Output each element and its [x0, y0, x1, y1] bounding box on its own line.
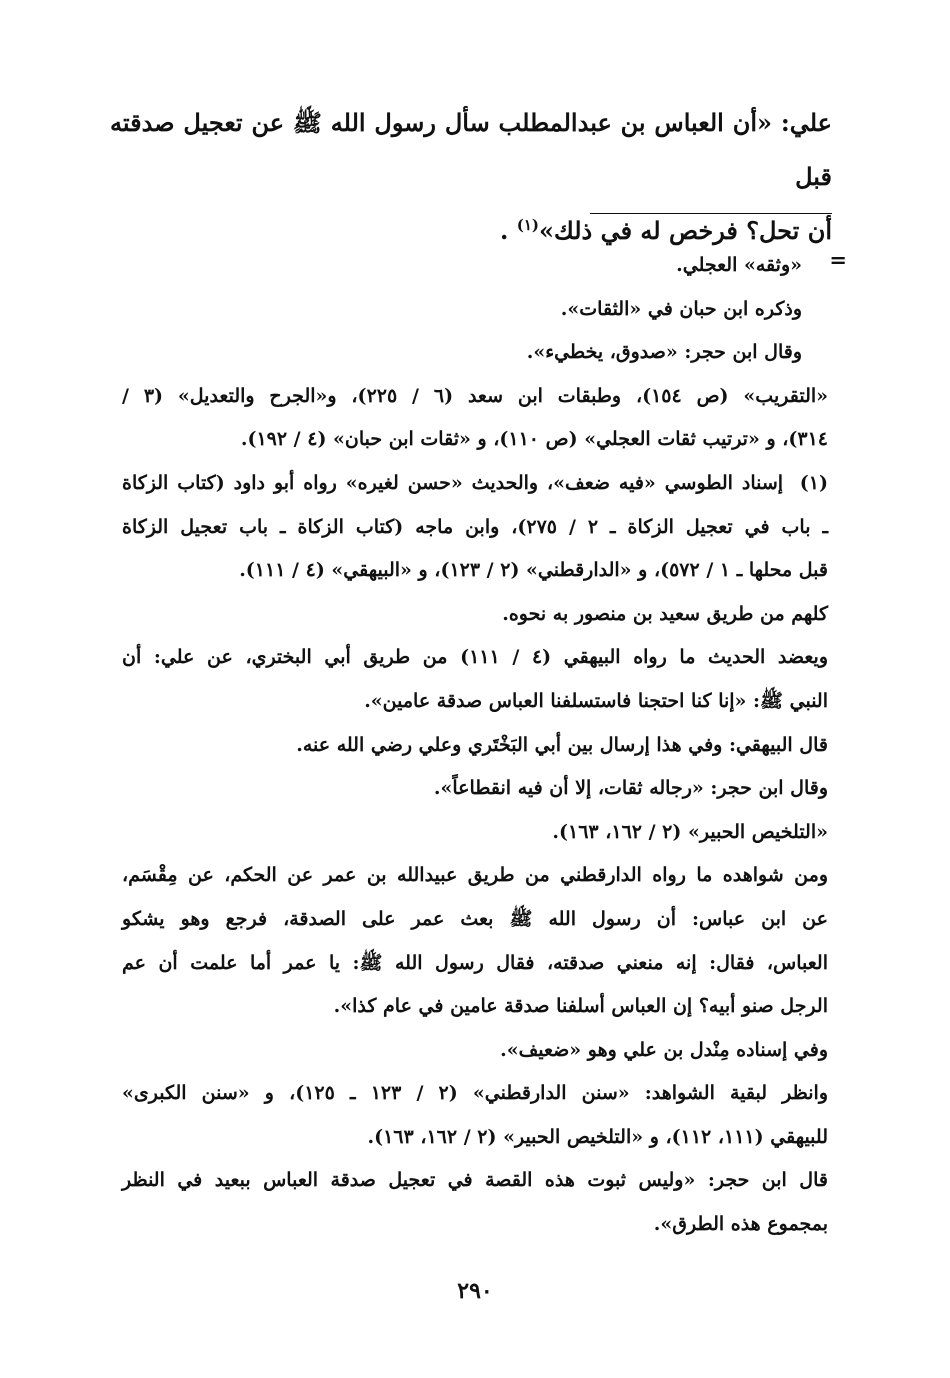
footnote-line-18: الرجل صنو أبيه؟ إن العباس أسلفنا صدقة عامين في عام كذا».	[333, 995, 828, 1018]
footnote-line-17: العباس، فقال: إنه منعني صدقته، فقال رسول الله ﷺ: يا عمر أما علمت أن عم	[122, 951, 828, 974]
footnote-line-23: بمجموع هذه الطرق».	[653, 1213, 828, 1236]
footnote-line-1: «وثقه» العجلي.	[676, 254, 802, 276]
footnote-line-7: ـ باب في تعجيل الزكاة ـ ٢ / ٢٧٥)، وابن ماجه (كتاب الزكاة ـ باب تعجيل الزكاة	[122, 515, 829, 538]
footnote-number: (١)	[799, 471, 828, 494]
footnote-line-15: ومن شواهده ما رواه الدارقطني من طريق عبيدالله بن عمر عن الحكم، عن مِقْسَم،	[122, 864, 828, 887]
footnote-line-6	[122, 462, 828, 506]
footnote-line-10: ويعضد الحديث ما رواه البيهقي (٤ / ١١١) من طريق أبي البختري، عن علي: أن	[122, 646, 829, 669]
footnote-line-12: قال البيهقي: وفي هذا إرسال بين أبي البَخْتَري وعلي رضي الله عنه.	[296, 733, 828, 756]
footnote-divider	[590, 213, 832, 214]
footnote-continuation-mark: =	[829, 247, 847, 272]
page-number: ٢٩٠	[457, 1278, 493, 1304]
footnote-line-16: عن ابن عباس: أن رسول الله ﷺ بعث عمر على الصدقة، فرجع وهو يشكو	[122, 907, 828, 930]
footnote-line-19: وفي إسناده مِنْدل بن علي وهو «ضعيف».	[500, 1038, 828, 1061]
footnote-line-14: «التلخيص الحبير» (٢ / ١٦٢، ١٦٣).	[552, 820, 828, 843]
footnote-line-9: كلهم من طريق سعيد بن منصور به نحوه.	[502, 602, 828, 625]
main-body-text	[110, 96, 832, 258]
footnote-reference: (١)	[516, 216, 539, 234]
footnote-line-21: للبيهقي (١١١، ١١٢)، و «التلخيص الحبير» (٢ / ١٦٢، ١٦٣).	[367, 1125, 828, 1148]
footnote-line-22: قال ابن حجر: «وليس ثبوت هذه القصة في تعجيل صدقة العباس ببعيد في النظر	[122, 1169, 828, 1192]
footnote-line-20: وانظر لبقية الشواهد: «سنن الدارقطني» (٢ / ١٢٣ ـ ١٢٥)، و «سنن الكبرى»	[122, 1082, 828, 1105]
footnote-line-8: قبل محلها ـ ١ / ٥٧٢)، و «الدارقطني» (٢ / ١٢٣)، و «البيهقي» (٤ / ١١١).	[239, 559, 828, 582]
footnote-line-2: وذكره ابن حبان في «الثقات».	[560, 297, 802, 320]
main-text-line-2-body: أن تحل؟ فرخص له في ذلك»	[539, 216, 832, 245]
footnote-line-3: وقال ابن حجر: «صدوق، يخطيء».	[526, 341, 802, 364]
footnote-line-4: «التقريب» (ص ١٥٤)، وطبقات ابن سعد (٦ / ٢٢٥)، و«الجرح والتعديل» (٣ /	[122, 384, 829, 407]
main-text-line-2-end: .	[500, 216, 517, 245]
footnote-line-11: النبي ﷺ: «إنا كنا احتجنا فاستسلفنا العباس صدقة عامين».	[364, 689, 828, 712]
main-text-line-1: علي: «أن العباس بن عبدالمطلب سأل رسول الله ﷺ عن تعجيل صدقته قبل	[110, 108, 832, 191]
footnote-line-6-text: إسناد الطوسي «فيه ضعف»، والحديث «حسن لغيره» رواه أبو داود (كتاب الزكاة	[122, 471, 784, 494]
footnote-line-5: ٣١٤)، و «ترتيب ثقات العجلي» (ص ١١٠)، و «ثقات ابن حبان» (٤ / ١٩٢).	[240, 428, 828, 451]
footnote-line-13: وقال ابن حجر: «رجاله ثقات، إلا أن فيه انقطاعاً».	[433, 777, 828, 800]
footnotes-block	[122, 244, 829, 1247]
